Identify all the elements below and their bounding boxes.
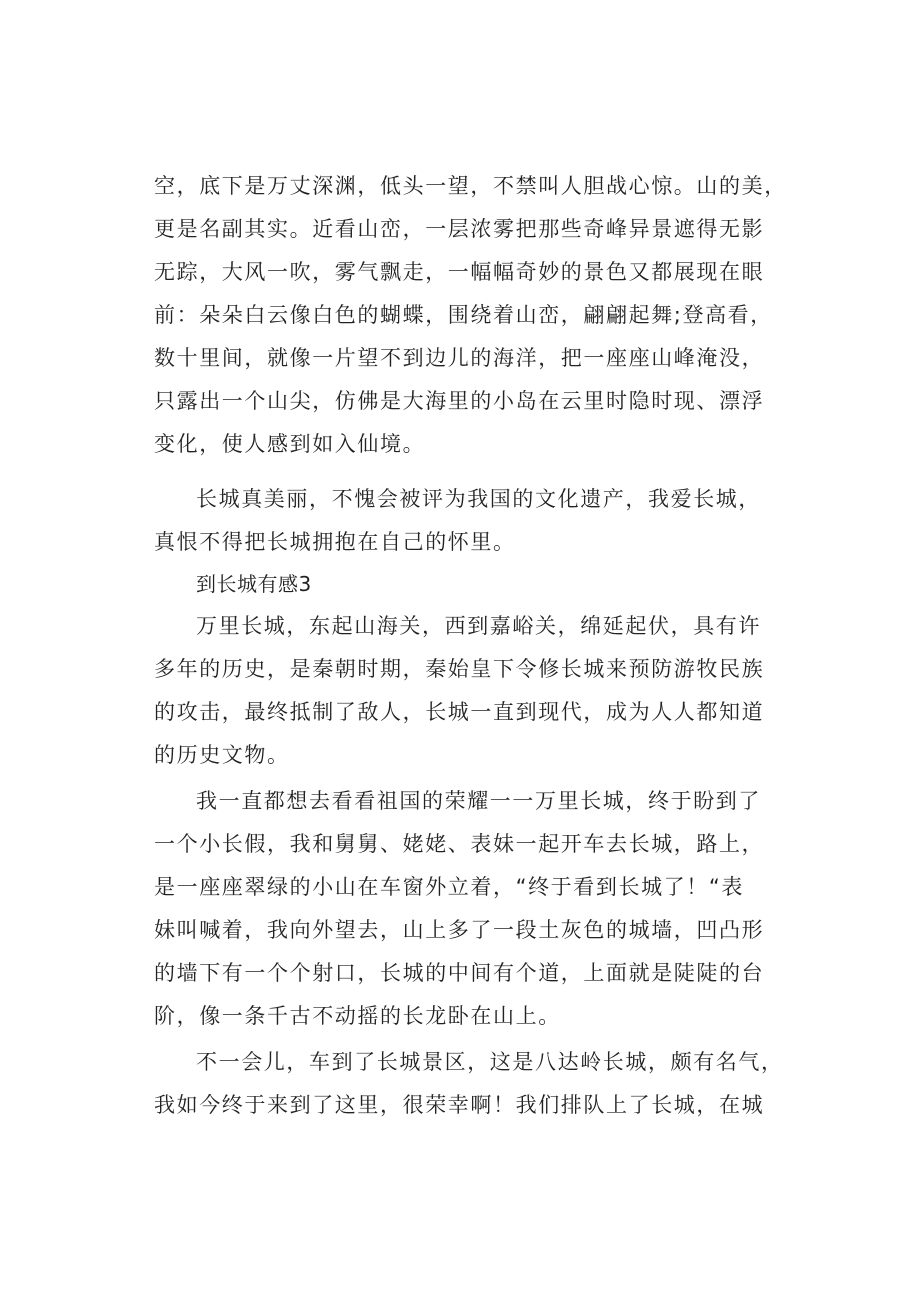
- paragraph-line: 不一会儿，车到了长城景区，这是八达岭长城，颇有名气，: [196, 1050, 784, 1074]
- paragraph-line: 我一直都想去看看祖国的荣耀一一万里长城，终于盼到了: [196, 789, 761, 813]
- section-heading: 到长城有感3: [196, 572, 312, 596]
- paragraph-line: 更是名副其实。近看山峦，一层浓雾把那些奇峰异景遮得无影: [154, 217, 765, 241]
- paragraph-line: 空，底下是万丈深渊，低头一望，不禁叫人胆战心惊。山的美，: [154, 174, 787, 198]
- paragraph-line: 的历史文物。: [154, 743, 290, 767]
- paragraph-line: 多年的历史，是秦朝时期，秦始皇下令修长城来预防游牧民族: [154, 657, 765, 681]
- paragraph-line: 一个小长假，我和舅舅、姥姥、表妹一起开车去长城，路上，: [154, 832, 765, 856]
- paragraph-line: 前：朵朵白云像白色的蝴蝶，围绕着山峦，翩翩起舞;登高看，: [154, 303, 773, 327]
- paragraph-line: 妹叫喊着，我向外望去，山上多了一段土灰色的城墙，凹凸形: [154, 918, 765, 942]
- paragraph-line: 变化，使人感到如入仙境。: [154, 432, 426, 456]
- paragraph-line: 阶，像一条千古不动摇的长龙卧在山上。: [154, 1004, 561, 1028]
- paragraph-line: 的墙下有一个个射口，长城的中间有个道，上面就是陡陡的台: [154, 961, 765, 985]
- paragraph-line: 的攻击，最终抵制了敌人，长城一直到现代，成为人人都知道: [154, 700, 765, 724]
- paragraph-line: 只露出一个山尖，仿佛是大海里的小岛在云里时隐时现、漂浮: [154, 389, 765, 413]
- paragraph-line: 无踪，大风一吹，雾气飘走，一幅幅奇妙的景色又都展现在眼: [154, 260, 765, 284]
- paragraph-line: 我如今终于来到了这里，很荣幸啊！我们排队上了长城，在城: [154, 1093, 765, 1117]
- paragraph-line: 长城真美丽，不愧会被评为我国的文化遗产，我爱长城，: [196, 487, 761, 511]
- paragraph-line: 万里长城，东起山海关，西到嘉峪关，绵延起伏，具有许: [196, 614, 761, 638]
- paragraph-line: 是一座座翠绿的小山在车窗外立着，“终于看到长城了！“表: [154, 875, 744, 899]
- paragraph-line: 真恨不得把长城拥抱在自己的怀里。: [154, 530, 516, 554]
- paragraph-line: 数十里间，就像一片望不到边儿的海洋，把一座座山峰淹没，: [154, 346, 765, 370]
